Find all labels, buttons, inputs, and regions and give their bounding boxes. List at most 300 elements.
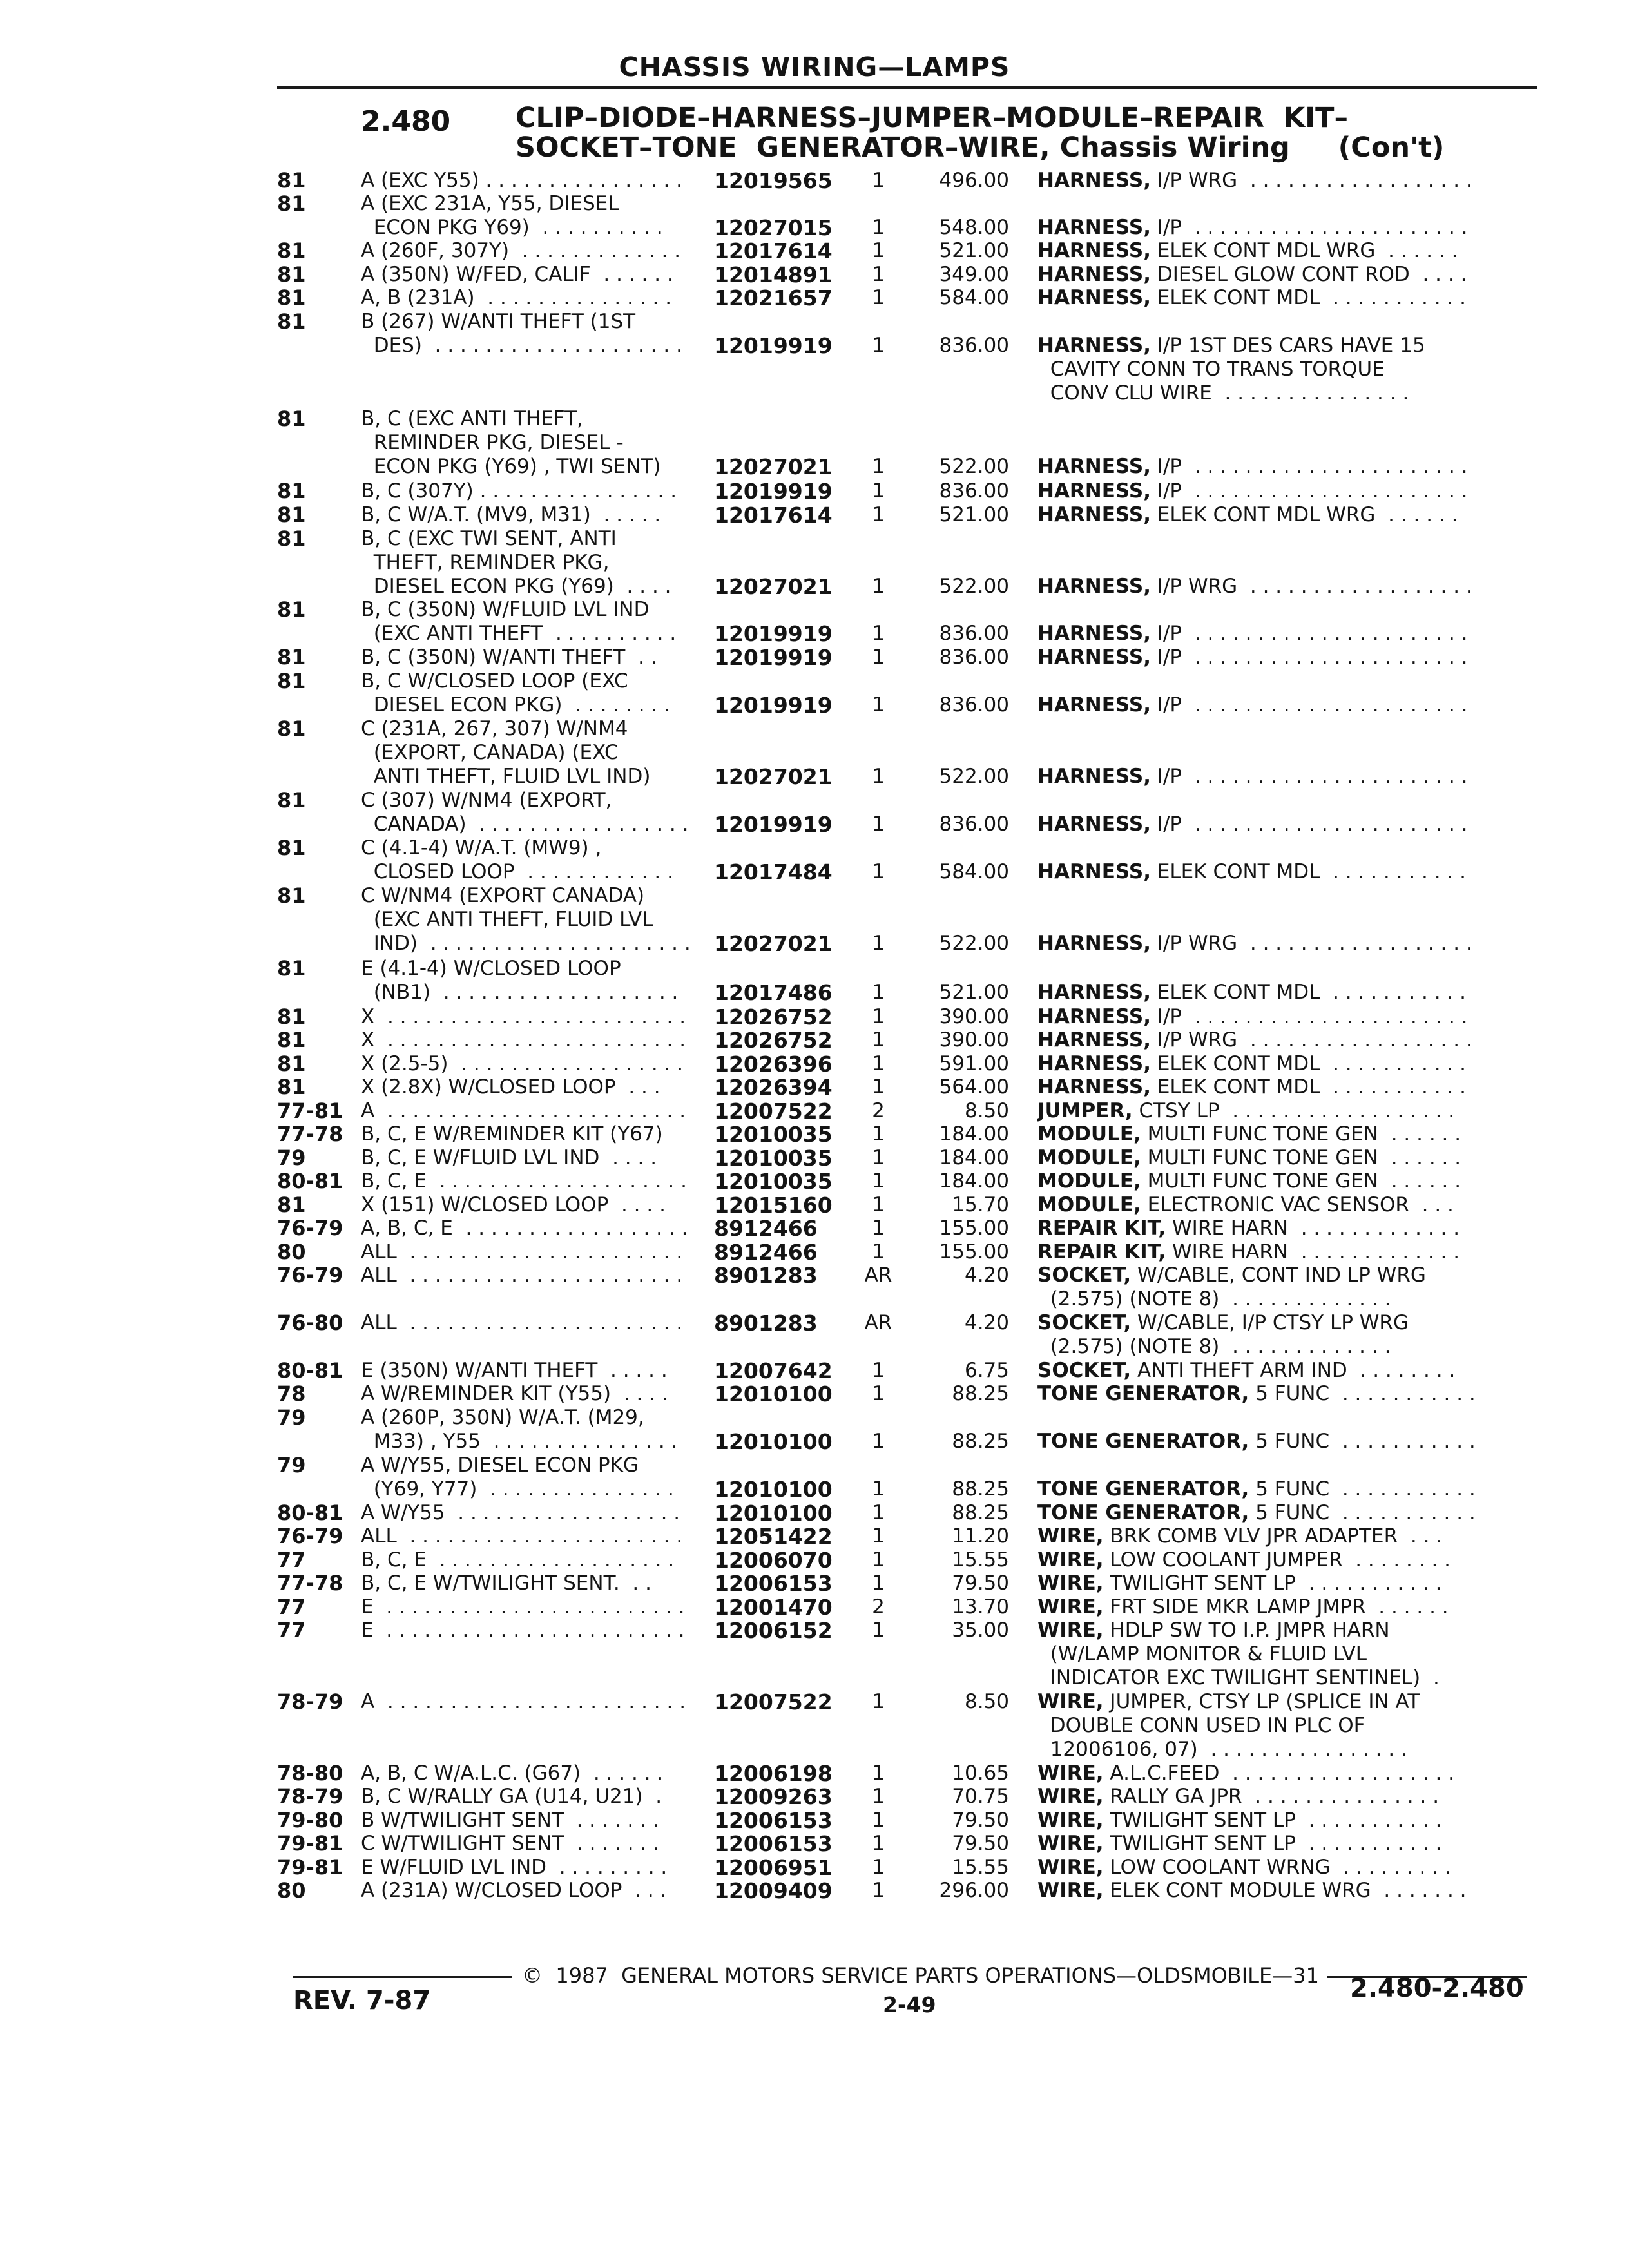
model-year: 77-78 <box>277 1122 343 1146</box>
quantity: 1 <box>872 1619 885 1642</box>
price: 155.00 <box>939 1240 1009 1264</box>
price: 4.20 <box>964 1311 1009 1334</box>
part-number: 12017486 <box>714 980 833 1005</box>
description-line: A . . . . . . . . . . . . . . . . . . . . . . . . <box>361 1690 686 1713</box>
application-description <box>361 1005 702 1029</box>
part-number: 12027015 <box>714 215 833 240</box>
part-name-text: I/P WRG . . . . . . . . . . . . . . . . . . <box>1157 932 1472 955</box>
part-name-line <box>1037 1359 1511 1383</box>
part-name-line <box>1037 622 1511 646</box>
quantity: 1 <box>872 1382 885 1405</box>
description-line: A (350N) W/FED, CALIF . . . . . . <box>361 263 673 286</box>
price: 522.00 <box>939 765 1009 788</box>
price: 184.00 <box>939 1146 1009 1169</box>
part-name <box>1037 1169 1511 1193</box>
price: 496.00 <box>939 169 1009 192</box>
application-description <box>361 646 702 669</box>
application-description <box>361 1075 702 1099</box>
part-name <box>1037 1359 1511 1383</box>
part-number: 8912466 <box>714 1240 818 1265</box>
model-year: 81 <box>277 788 306 812</box>
part-name-text: ELEK CONT MDL WRG . . . . . . <box>1157 503 1458 526</box>
part-name-line <box>1037 1169 1511 1193</box>
part-name-text: I/P . . . . . . . . . . . . . . . . . . . . . . <box>1157 479 1468 503</box>
part-name-text: CTSY LP . . . . . . . . . . . . . . . . . . <box>1139 1099 1455 1122</box>
application-description <box>361 1359 702 1383</box>
part-type: MODULE, <box>1037 1146 1141 1169</box>
model-year: 79-81 <box>277 1855 343 1879</box>
part-name-text: ELEK CONT MDL WRG . . . . . . <box>1157 239 1458 262</box>
application-description <box>361 1454 702 1501</box>
description-line: DIESEL ECON PKG (Y69) . . . . <box>361 575 671 598</box>
quantity: 1 <box>872 812 885 836</box>
application-description <box>361 310 702 358</box>
part-name <box>1037 1879 1511 1903</box>
part-number: 12010035 <box>714 1146 833 1171</box>
part-type: WIRE, <box>1037 1762 1104 1785</box>
part-type: JUMPER, <box>1037 1099 1133 1122</box>
section-title-line-1: CLIP–DIODE–HARNESS–JUMPER–MODULE–REPAIR KIT– <box>516 102 1348 134</box>
price: 13.70 <box>952 1595 1009 1619</box>
model-year: 81 <box>277 479 306 503</box>
part-type: WIRE, <box>1037 1595 1104 1619</box>
description-line: A W/REMINDER KIT (Y55) . . . . <box>361 1382 668 1405</box>
part-name <box>1037 1216 1511 1240</box>
part-name <box>1037 860 1511 884</box>
description-line: CLOSED LOOP . . . . . . . . . . . . <box>361 860 673 883</box>
part-name-line <box>1037 1762 1511 1785</box>
description-line: (EXC ANTI THEFT . . . . . . . . . . <box>361 622 677 645</box>
model-year: 81 <box>277 503 306 527</box>
part-type: WIRE, <box>1037 1785 1104 1808</box>
quantity: 1 <box>872 1430 885 1453</box>
application-description <box>361 1216 702 1240</box>
part-type: WIRE, <box>1037 1879 1104 1902</box>
part-type: HARNESS, <box>1037 455 1151 478</box>
application-description <box>361 1762 702 1785</box>
description-line: THEFT, REMINDER PKG, <box>361 551 610 574</box>
description-line: X (2.8X) W/CLOSED LOOP . . . <box>361 1075 660 1099</box>
model-year: 81 <box>277 1193 306 1217</box>
part-number: 12026394 <box>714 1075 833 1100</box>
part-number: 12017614 <box>714 503 833 528</box>
part-name <box>1037 479 1511 503</box>
part-name-text: I/P . . . . . . . . . . . . . . . . . . . . . . <box>1157 216 1468 239</box>
description-line: ALL . . . . . . . . . . . . . . . . . . . . . . <box>361 1264 683 1287</box>
part-number: 12010100 <box>714 1501 833 1526</box>
part-type: HARNESS, <box>1037 622 1151 645</box>
part-name-text: MULTI FUNC TONE GEN . . . . . . <box>1147 1169 1461 1193</box>
model-year: 81 <box>277 285 306 310</box>
model-year: 79-80 <box>277 1808 343 1832</box>
part-number: 12027021 <box>714 574 833 599</box>
part-name-text: W/CABLE, CONT IND LP WRG <box>1137 1264 1426 1287</box>
application-description <box>361 717 702 789</box>
description-line: X (151) W/CLOSED LOOP . . . . <box>361 1193 666 1216</box>
description-line: B, C, E W/REMINDER KIT (Y67) <box>361 1122 663 1146</box>
description-line: E W/FLUID LVL IND . . . . . . . . . <box>361 1856 668 1879</box>
part-type: HARNESS, <box>1037 646 1151 669</box>
part-number: 12006153 <box>714 1831 833 1856</box>
application-description <box>361 1240 702 1264</box>
quantity: 1 <box>872 239 885 262</box>
application-description <box>361 1052 702 1076</box>
description-line: A (EXC 231A, Y55, DIESEL <box>361 192 619 215</box>
part-name-text: TWILIGHT SENT LP . . . . . . . . . . . <box>1110 1809 1442 1832</box>
description-line: C (231A, 267, 307) W/NM4 <box>361 717 628 740</box>
part-name-line <box>1037 1501 1511 1525</box>
part-name <box>1037 1052 1511 1076</box>
part-name-line <box>1037 169 1511 193</box>
part-name <box>1037 1264 1511 1311</box>
application-description <box>361 263 702 287</box>
quantity: 1 <box>872 1122 885 1146</box>
price: 390.00 <box>939 1005 1009 1028</box>
part-number: 12010100 <box>714 1477 833 1502</box>
part-name-text: I/P . . . . . . . . . . . . . . . . . . . . . . <box>1157 455 1468 478</box>
part-name <box>1037 1619 1511 1690</box>
part-name-line <box>1037 216 1511 240</box>
model-year: 80-81 <box>277 1501 343 1525</box>
part-number: 12027021 <box>714 931 833 956</box>
part-name-text: ELEK CONT MDL . . . . . . . . . . . <box>1157 981 1467 1004</box>
quantity: 1 <box>872 1548 885 1571</box>
model-year: 81 <box>277 1004 306 1029</box>
description-line: E . . . . . . . . . . . . . . . . . . . . . . . . <box>361 1619 685 1642</box>
part-type: REPAIR KIT, <box>1037 1240 1166 1264</box>
quantity: 1 <box>872 646 885 669</box>
part-name-line: INDICATOR EXC TWILIGHT SENTINEL) . <box>1037 1666 1440 1689</box>
part-type: SOCKET, <box>1037 1359 1132 1382</box>
part-number: 12019919 <box>714 645 833 670</box>
part-number: 12019919 <box>714 479 833 504</box>
description-line: A, B, C W/A.L.C. (G67) . . . . . . <box>361 1762 664 1785</box>
part-number: 12026396 <box>714 1052 833 1077</box>
part-type: HARNESS, <box>1037 1052 1151 1075</box>
description-line: REMINDER PKG, DIESEL - <box>361 431 624 454</box>
description-line: CANADA) . . . . . . . . . . . . . . . . . <box>361 812 689 836</box>
part-type: HARNESS, <box>1037 169 1151 192</box>
description-line: B, C W/CLOSED LOOP (EXC <box>361 669 628 693</box>
part-name-line <box>1037 646 1511 669</box>
quantity: 1 <box>872 1524 885 1548</box>
part-name-line <box>1037 860 1511 884</box>
model-year: 81 <box>277 309 306 334</box>
part-name <box>1037 1240 1511 1264</box>
price: 35.00 <box>952 1619 1009 1642</box>
application-description <box>361 836 702 884</box>
part-name-line <box>1037 1028 1511 1052</box>
part-number: 12009409 <box>714 1878 833 1903</box>
price: 155.00 <box>939 1216 1009 1240</box>
application-description <box>361 669 702 717</box>
part-type: HARNESS, <box>1037 1028 1151 1052</box>
application-description <box>361 1619 702 1642</box>
price: 88.25 <box>952 1501 1009 1524</box>
part-type: TONE GENERATOR, <box>1037 1382 1249 1405</box>
part-type: WIRE, <box>1037 1548 1104 1571</box>
part-name-text: ELEK CONT MDL . . . . . . . . . . . <box>1157 860 1467 883</box>
description-line: B, C (350N) W/ANTI THEFT . . <box>361 646 657 669</box>
application-description <box>361 192 702 240</box>
price: 11.20 <box>952 1524 1009 1548</box>
part-name <box>1037 334 1511 405</box>
part-name-line <box>1037 1524 1511 1548</box>
quantity: 1 <box>872 1216 885 1240</box>
part-name-text: LOW COOLANT JUMPER . . . . . . . . <box>1110 1548 1451 1571</box>
quantity: 1 <box>872 1240 885 1264</box>
part-name-text: I/P . . . . . . . . . . . . . . . . . . . . . . <box>1157 765 1468 788</box>
part-name <box>1037 981 1511 1004</box>
application-description <box>361 1595 702 1619</box>
description-line: C W/TWILIGHT SENT . . . . . . . <box>361 1832 660 1855</box>
part-number: 12006153 <box>714 1808 833 1833</box>
part-name <box>1037 1099 1511 1123</box>
part-name <box>1037 765 1511 789</box>
application-description <box>361 789 702 836</box>
quantity: 1 <box>872 1571 885 1595</box>
application-description <box>361 1169 702 1193</box>
part-name-text: ANTI THEFT ARM IND . . . . . . . . <box>1137 1359 1456 1382</box>
part-name <box>1037 286 1511 310</box>
description-line: B (267) W/ANTI THEFT (1ST <box>361 310 636 333</box>
part-name-line <box>1037 575 1511 599</box>
model-year: 76-80 <box>277 1311 343 1335</box>
part-name <box>1037 646 1511 669</box>
part-name-line <box>1037 1856 1511 1879</box>
part-name-line <box>1037 263 1511 287</box>
quantity: 1 <box>872 1028 885 1052</box>
part-type: HARNESS, <box>1037 239 1151 262</box>
quantity: 1 <box>872 1832 885 1855</box>
part-type: MODULE, <box>1037 1122 1141 1146</box>
part-name-line <box>1037 1240 1511 1264</box>
model-year: 81 <box>277 1075 306 1099</box>
part-name-text: TWILIGHT SENT LP . . . . . . . . . . . <box>1110 1571 1442 1595</box>
description-line: ALL . . . . . . . . . . . . . . . . . . . . . . <box>361 1311 683 1334</box>
price: 564.00 <box>939 1075 1009 1099</box>
part-type: HARNESS, <box>1037 216 1151 239</box>
quantity: 1 <box>872 860 885 883</box>
part-number: 12010100 <box>714 1381 833 1407</box>
model-year: 81 <box>277 1052 306 1076</box>
description-line: E (350N) W/ANTI THEFT . . . . . <box>361 1359 668 1382</box>
description-line: A W/Y55 . . . . . . . . . . . . . . . . . . <box>361 1501 680 1524</box>
part-name <box>1037 1690 1511 1762</box>
part-name <box>1037 1477 1511 1501</box>
part-name-text: I/P . . . . . . . . . . . . . . . . . . . . . . <box>1157 812 1468 836</box>
part-name-text: LOW COOLANT WRNG . . . . . . . . . <box>1110 1856 1451 1879</box>
application-description <box>361 1524 702 1548</box>
quantity: 1 <box>872 334 885 357</box>
part-number: 8912466 <box>714 1216 818 1241</box>
part-name-text: WIRE HARN . . . . . . . . . . . . . <box>1172 1216 1460 1240</box>
application-description <box>361 239 702 263</box>
part-name-text: I/P 1ST DES CARS HAVE 15 <box>1157 334 1425 357</box>
part-name-line <box>1037 334 1511 358</box>
part-name <box>1037 1501 1511 1525</box>
part-type: MODULE, <box>1037 1169 1141 1193</box>
part-name <box>1037 1146 1511 1170</box>
application-description <box>361 169 702 193</box>
part-name <box>1037 1762 1511 1785</box>
description-line: M33) , Y55 . . . . . . . . . . . . . . . <box>361 1430 678 1453</box>
part-name-text: I/P WRG . . . . . . . . . . . . . . . . . . <box>1157 169 1472 192</box>
part-name-line <box>1037 1216 1511 1240</box>
part-name-text: ELEK CONT MDL . . . . . . . . . . . <box>1157 1075 1467 1099</box>
part-type: HARNESS, <box>1037 693 1151 716</box>
part-name <box>1037 1075 1511 1099</box>
application-description <box>361 1311 702 1335</box>
part-number: 12007522 <box>714 1689 833 1715</box>
application-description <box>361 1832 702 1856</box>
quantity: 1 <box>872 263 885 286</box>
part-name-text: MULTI FUNC TONE GEN . . . . . . <box>1147 1146 1461 1169</box>
part-name <box>1037 1595 1511 1619</box>
part-name-line <box>1037 1193 1511 1217</box>
application-description <box>361 479 702 503</box>
part-name <box>1037 812 1511 836</box>
quantity: 1 <box>872 981 885 1004</box>
quantity: 1 <box>872 765 885 788</box>
quantity: 1 <box>872 1501 885 1524</box>
quantity: 1 <box>872 1146 885 1169</box>
part-name-text: 5 FUNC . . . . . . . . . . . <box>1255 1430 1476 1453</box>
model-year: 81 <box>277 883 306 908</box>
part-name-line <box>1037 479 1511 503</box>
part-type: MODULE, <box>1037 1193 1141 1216</box>
price: 522.00 <box>939 575 1009 598</box>
part-name-text: I/P . . . . . . . . . . . . . . . . . . . . . . <box>1157 622 1468 645</box>
application-description <box>361 503 702 527</box>
part-name <box>1037 575 1511 599</box>
price: 184.00 <box>939 1169 1009 1193</box>
part-name-line <box>1037 1099 1511 1123</box>
price: 390.00 <box>939 1028 1009 1052</box>
description-line: E . . . . . . . . . . . . . . . . . . . . . . . . <box>361 1595 685 1619</box>
description-line: B, C (350N) W/FLUID LVL IND <box>361 598 650 621</box>
part-number: 12026752 <box>714 1004 833 1030</box>
part-name-line: (2.575) (NOTE 8) . . . . . . . . . . . . . <box>1037 1335 1391 1358</box>
part-number: 12010100 <box>714 1429 833 1454</box>
part-name <box>1037 1809 1511 1832</box>
part-name-line <box>1037 1264 1511 1287</box>
quantity: 1 <box>872 1762 885 1785</box>
description-line: A (EXC Y55) . . . . . . . . . . . . . . . . <box>361 169 683 192</box>
part-name <box>1037 1122 1511 1146</box>
part-type: TONE GENERATOR, <box>1037 1501 1249 1524</box>
part-name-line <box>1037 1785 1511 1809</box>
description-line: A (260F, 307Y) . . . . . . . . . . . . . <box>361 239 681 262</box>
price: 521.00 <box>939 239 1009 262</box>
model-year: 81 <box>277 168 306 193</box>
part-name-text: WIRE HARN . . . . . . . . . . . . . <box>1172 1240 1460 1264</box>
description-line: (Y69, Y77) . . . . . . . . . . . . . . . <box>361 1477 674 1501</box>
part-type: WIRE, <box>1037 1856 1104 1879</box>
model-year: 81 <box>277 526 306 551</box>
quantity: 1 <box>872 1193 885 1216</box>
description-line: X . . . . . . . . . . . . . . . . . . . . . . . . <box>361 1028 686 1052</box>
part-number: 12027021 <box>714 454 833 479</box>
price: 522.00 <box>939 455 1009 478</box>
model-year: 81 <box>277 716 306 741</box>
part-name-text: I/P WRG . . . . . . . . . . . . . . . . . . <box>1157 1028 1472 1052</box>
part-name-line <box>1037 1571 1511 1595</box>
part-name-text: A.L.C.FEED . . . . . . . . . . . . . . . . . . <box>1110 1762 1455 1785</box>
quantity: 1 <box>872 455 885 478</box>
quantity: 1 <box>872 1477 885 1501</box>
description-line: B, C W/A.T. (MV9, M31) . . . . . <box>361 503 661 526</box>
application-description <box>361 1264 702 1287</box>
price: 296.00 <box>939 1879 1009 1902</box>
model-year: 81 <box>277 262 306 287</box>
model-year: 81 <box>277 191 306 216</box>
price: 88.25 <box>952 1382 1009 1405</box>
part-number: 12019919 <box>714 621 833 646</box>
part-name-text: I/P . . . . . . . . . . . . . . . . . . . . . . <box>1157 646 1468 669</box>
part-name-line <box>1037 1477 1511 1501</box>
part-name <box>1037 263 1511 287</box>
part-name-line <box>1037 1595 1511 1619</box>
model-year: 79 <box>277 1146 306 1170</box>
part-name <box>1037 1193 1511 1217</box>
price: 6.75 <box>964 1359 1009 1382</box>
part-name <box>1037 1005 1511 1029</box>
running-head: CHASSIS WIRING—LAMPS <box>619 52 1010 82</box>
price: 8.50 <box>964 1099 1009 1122</box>
part-name-line <box>1037 1052 1511 1076</box>
part-name <box>1037 1028 1511 1052</box>
part-name-text: ELECTRONIC VAC SENSOR . . . <box>1147 1193 1454 1216</box>
part-name-line <box>1037 693 1511 717</box>
application-description <box>361 598 702 646</box>
model-year: 81 <box>277 238 306 263</box>
quantity: 1 <box>872 693 885 716</box>
description-line: B, C (EXC TWI SENT, ANTI <box>361 527 617 550</box>
part-type: TONE GENERATOR, <box>1037 1430 1249 1453</box>
part-name-line: CONV CLU WIRE . . . . . . . . . . . . . . . <box>1037 381 1409 405</box>
quantity: 1 <box>872 1075 885 1099</box>
part-type: SOCKET, <box>1037 1264 1132 1287</box>
model-year: 80-81 <box>277 1169 343 1193</box>
part-name <box>1037 1785 1511 1809</box>
quantity: 1 <box>872 216 885 239</box>
part-name-line <box>1037 1832 1511 1856</box>
part-type: HARNESS, <box>1037 1075 1151 1099</box>
quantity: 1 <box>872 622 885 645</box>
part-name-line <box>1037 1311 1511 1335</box>
part-number: 12009263 <box>714 1784 833 1809</box>
model-year: 81 <box>277 645 306 669</box>
part-number: 12006152 <box>714 1618 833 1643</box>
part-name-line <box>1037 765 1511 789</box>
part-name-line <box>1037 1075 1511 1099</box>
part-name-line: 12006106, 07) . . . . . . . . . . . . . . . . <box>1037 1738 1407 1761</box>
part-number: 12014891 <box>714 262 833 287</box>
application-description <box>361 1382 702 1406</box>
model-year: 78-79 <box>277 1689 343 1714</box>
model-year: 78 <box>277 1381 306 1406</box>
model-year: 80-81 <box>277 1358 343 1383</box>
price: 548.00 <box>939 216 1009 239</box>
application-description <box>361 1571 702 1595</box>
part-name <box>1037 1524 1511 1548</box>
part-type: HARNESS, <box>1037 981 1151 1004</box>
revision-label: REV. 7-87 <box>293 1986 431 2015</box>
part-name-text: ELEK CONT MDL . . . . . . . . . . . <box>1157 286 1467 309</box>
part-name-line <box>1037 981 1511 1004</box>
price: 4.20 <box>964 1264 1009 1287</box>
